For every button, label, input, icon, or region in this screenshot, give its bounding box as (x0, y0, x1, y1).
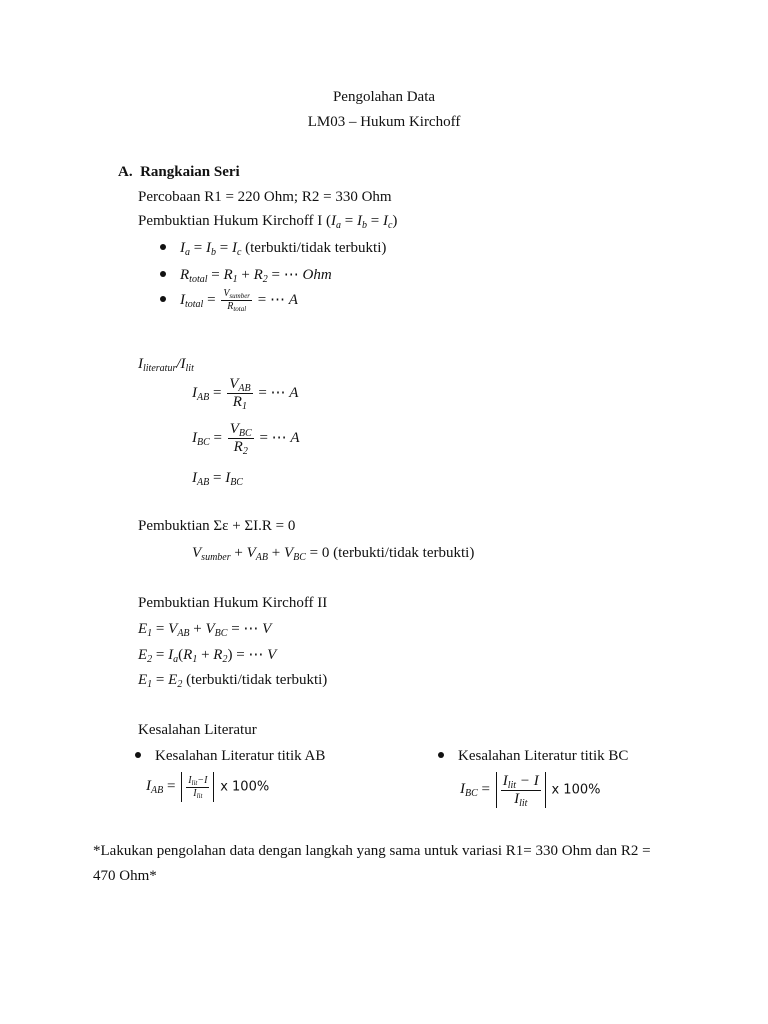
i-ab-equals-i-bc: $I_{AB} = I_{BC}$ (192, 470, 243, 488)
e2-equation: $E_2 = I_a(R_1 + R_2)$ = ⋯ V (138, 647, 277, 665)
literatur-label: $I_{literatur}/I_{lit}$ (138, 356, 194, 374)
ohm-unit: Ohm (302, 267, 332, 283)
error-bc-formula: $I_{BC}$ = $\frac{I_{lit} - I}{I_{lit}}$ x 100% (460, 772, 601, 809)
error-bc-bullet (438, 749, 628, 764)
document-subtitle: LM03 – Hukum Kirchoff (307, 114, 461, 130)
note-line-1: *Lakukan pengolahan data dengan langkah yang sama untuk variasi R1= 330 Ohm dan R2 = (93, 843, 651, 859)
note-line-2: 470 Ohm* (93, 868, 157, 884)
bullet-r-total: $R_{total} = R_1 + R_2$ = ⋯ Ohm (160, 268, 332, 283)
error-ab-bullet (135, 749, 325, 764)
e1-equals-e2: $E_1 = E_2$ (terbukti/tidak terbukti) (138, 672, 328, 690)
i-bc-equation: $I_{BC}$ = $\frac{V_{BC}}{R_2}$ = ⋯ A (192, 421, 300, 457)
proof1-line: Pembuktian Hukum Kirchoff I $(I_a = I_b = I_c)$ (138, 213, 398, 231)
error-ab-formula: $I_{AB}$ = $\frac{I_{lit}-I}{I_{lit}}$ x 100% (146, 772, 269, 802)
i-ab-equation: $I_{AB}$ = $\frac{V_{AB}}{R_1}$ = ⋯ A (192, 376, 299, 412)
bullet-i-total: $I_{total}$ = $\frac{V_{sumber}}{R_{total}}$ = ⋯ A (160, 289, 298, 312)
status-text: (terbukti/tidak terbukti) (245, 240, 387, 256)
e1-equation: $E_1 = V_{AB} + V_{BC}$ = ⋯ V (138, 621, 272, 639)
proof1-label: Pembuktian Hukum Kirchoff I ( (138, 213, 332, 229)
bullet-current-equality: $I_a = I_b = I_c$ (terbukti/tidak terbukti) (160, 241, 386, 256)
error-ab-percent: x 100% (220, 779, 270, 795)
voltage-sum-equation: $V_{sumber} + V_{AB} + V_{BC} = 0$ (terbukti/tidak terbukti) (192, 545, 475, 563)
error-bc-label: Kesalahan Literatur titik BC (458, 748, 629, 764)
proof2-label: Pembuktian Hukum Kirchoff II (138, 595, 328, 611)
bullet-icon (135, 752, 141, 758)
status-text: (terbukti/tidak terbukti) (186, 672, 328, 688)
section-heading: A. Rangkaian Seri (118, 164, 240, 180)
error-heading: Kesalahan Literatur (138, 722, 257, 738)
error-ab-label: Kesalahan Literatur titik AB (155, 748, 326, 764)
bullet-icon (160, 271, 166, 277)
percobaan-line: Percobaan R1 = 220 Ohm; R2 = 330 Ohm (138, 189, 392, 205)
error-bc-percent: x 100% (551, 782, 601, 798)
bullet-icon (160, 244, 166, 250)
proof-sum-line: Pembuktian Σε + ΣI.R = 0 (138, 518, 296, 534)
document-title: Pengolahan Data (332, 89, 436, 105)
status-text: (terbukti/tidak terbukti) (333, 545, 475, 561)
bullet-icon (438, 752, 444, 758)
bullet-icon (160, 296, 166, 302)
